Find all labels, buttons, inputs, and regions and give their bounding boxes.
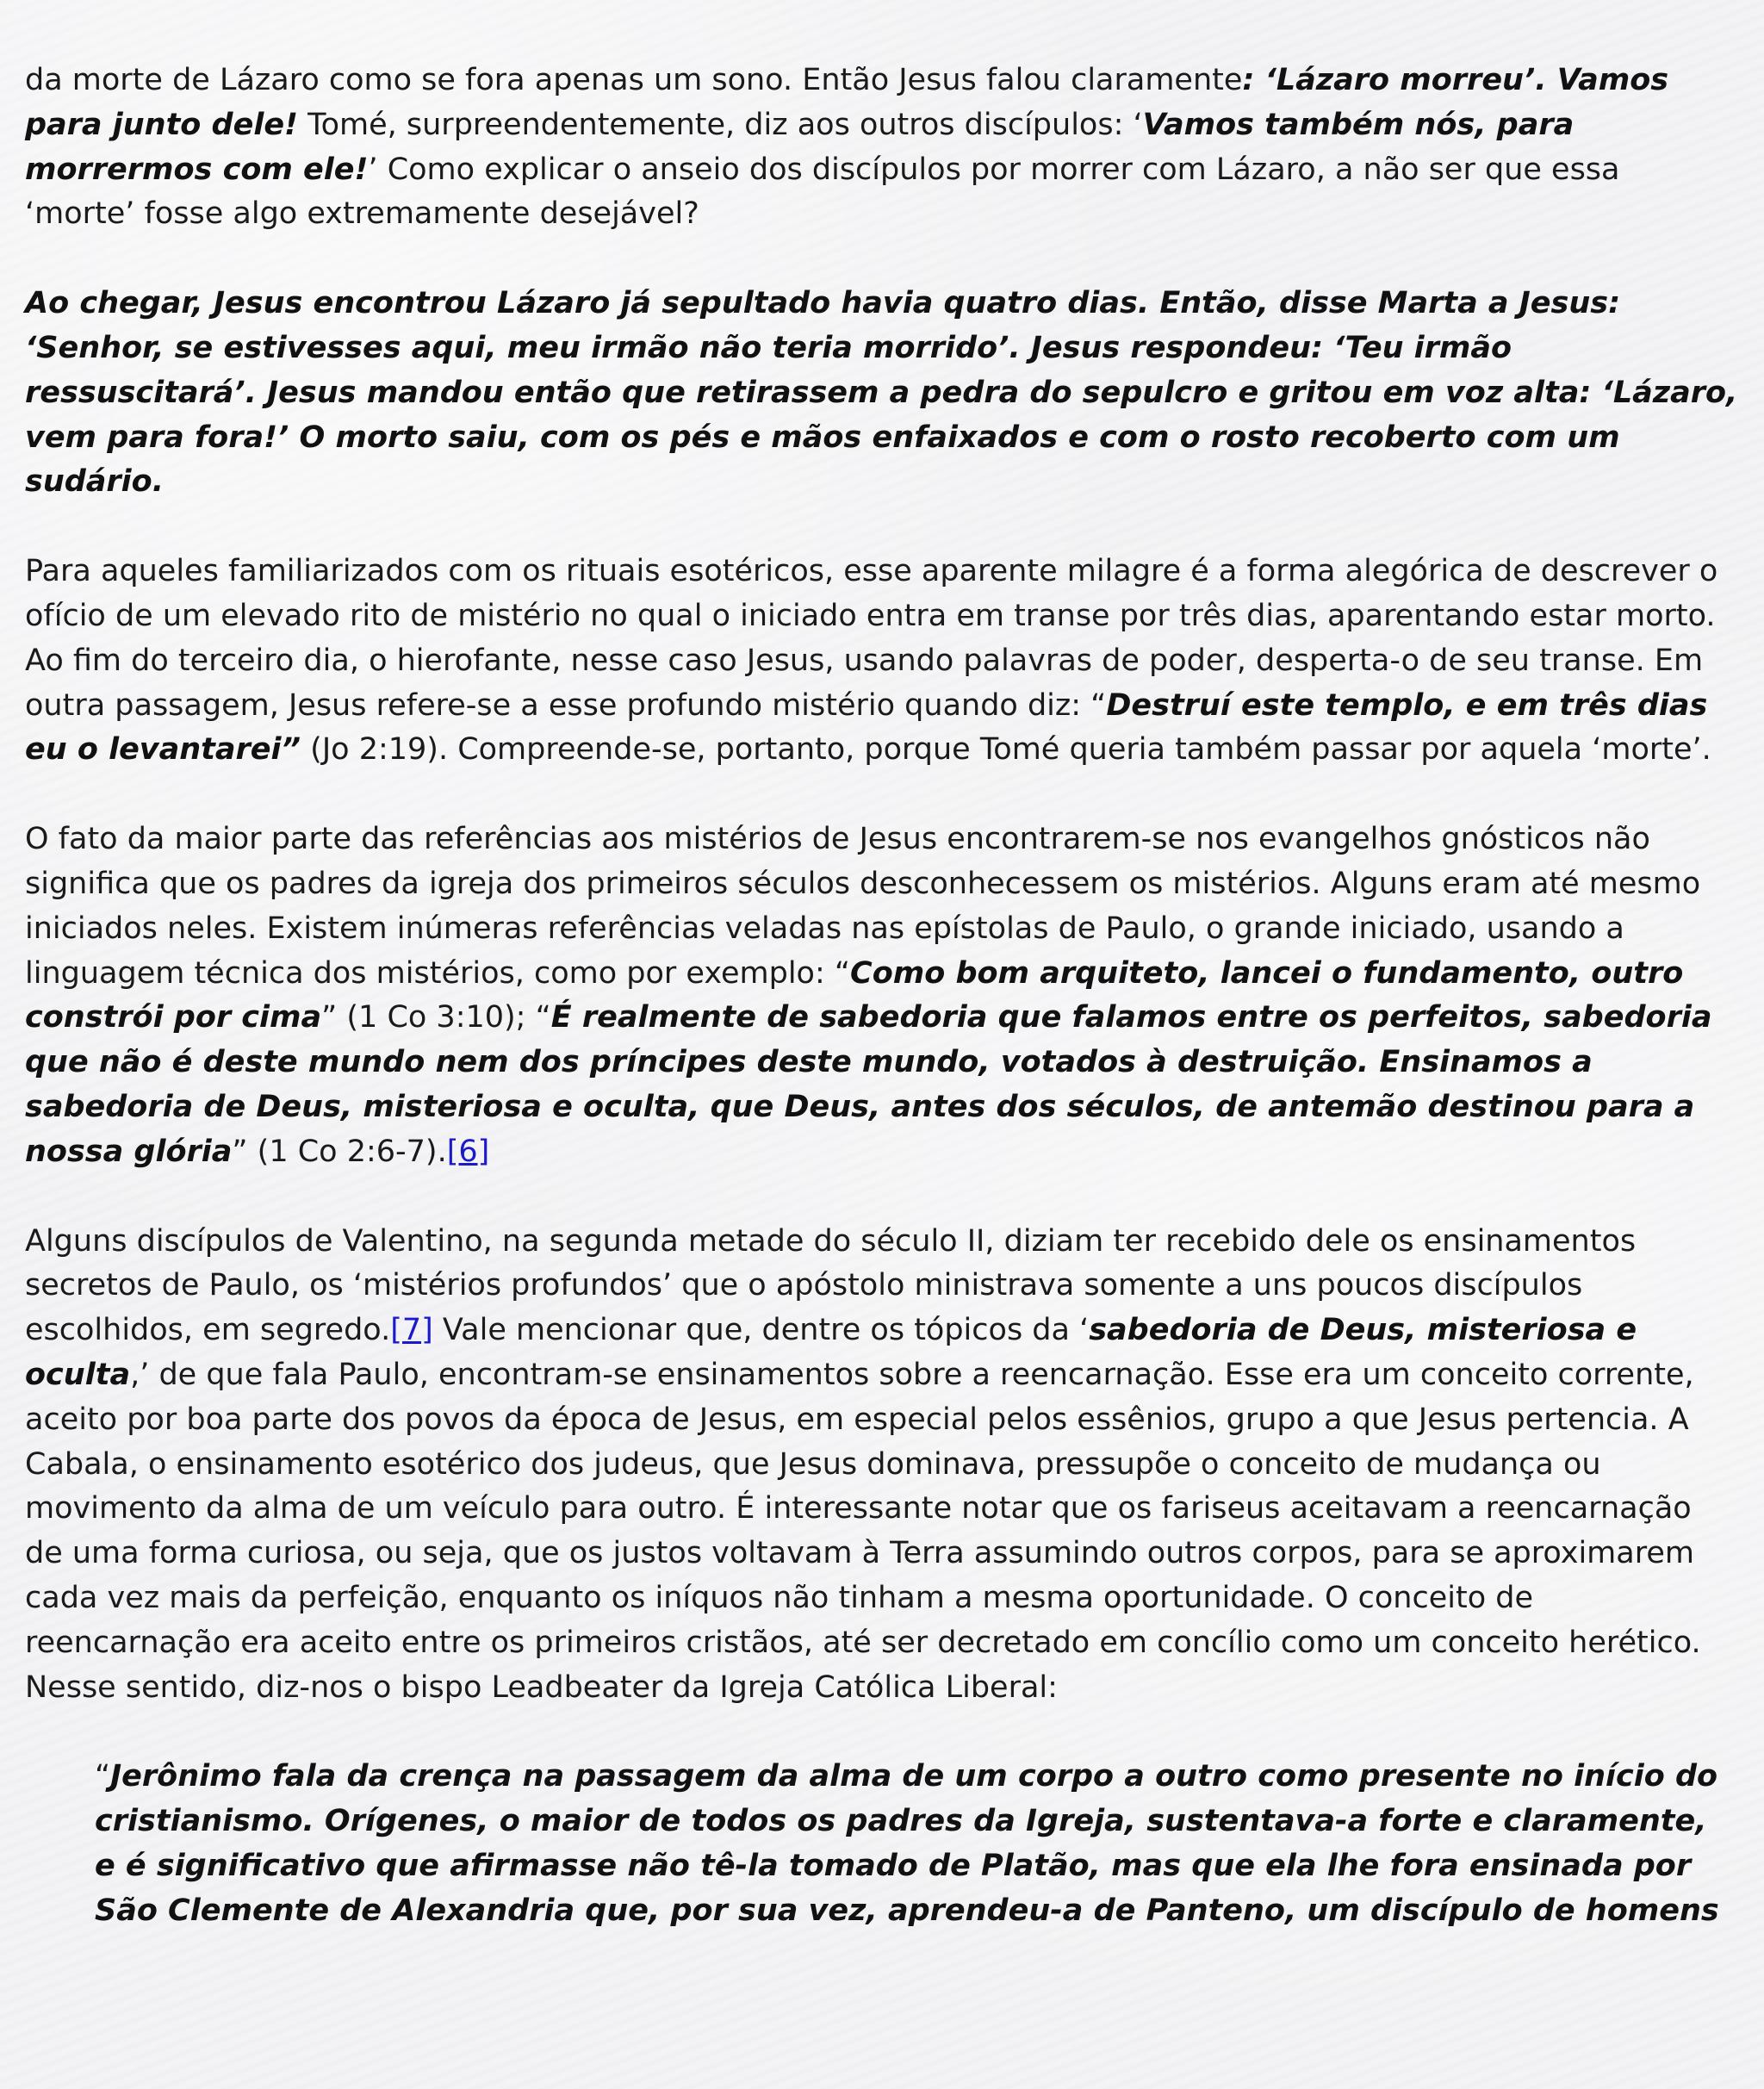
text-run: ,’ de que fala Paulo, encontram-se ensinamentos sobre a reencarnação. Esse era um conceito corrente, aceito por boa parte dos povos da época de Jesus, em especial pelos essênios, grupo a que Jesus pertencia. A Cabala, o ensinamento esotérico dos judeus, que Jesus dominava, pressupõe o conceito de mudança ou movimento da alma de um veículo para outro. É interessante notar que os fariseus aceitavam a reencarnação de uma forma curiosa, ou seja, que os justos voltavam à Terra assumindo outros corpos, para se aproximarem cada vez mais da perfeição, enquanto os iníquos não tinham a mesma oportunidade. O conceito de reencarnação era aceito entre os primeiros cristãos, até ser decretado em concílio como um conceito herético. Nesse sentido, diz-nos o bispo Leadbeater da Igreja Católica Liberal: xyxy=(25,1357,1701,1705)
emphasis-quote: sabedoria de Deus, misteriosa e oculta xyxy=(25,1313,1637,1392)
emphasis-quote: Destruí este templo, e em três dias eu o levantarei” xyxy=(25,687,1708,768)
footnote-link-6[interactable]: [6] xyxy=(446,1134,490,1169)
text-run: Para aqueles familiarizados com os rituais esotéricos, esse aparente milagre é a forma alegórica de descrever o ofício de um elevado rito de mistério no qual o iniciado entra em transe por três dias, aparentando estar morto. Ao fim do terceiro dia, o hierofante, nesse caso Jesus, usando palavras de poder, desperta-o de seu transe. Em outra passagem, Jesus refere-se a esse profundo mistério quando diz: “ xyxy=(25,554,1718,723)
text-run: (Jo 2:19). Compreende-se, portanto, porque Tomé queria também passar por aquela ‘morte’. xyxy=(301,732,1711,768)
leadbeater-quote xyxy=(95,1755,1723,1933)
text-run: da morte de Lázaro como se fora apenas um sono. Então Jesus falou claramente xyxy=(25,63,1243,97)
emphasis-quote: Ao chegar, Jesus encontrou Lázaro já sepultado havia quatro dias. Então, disse Marta a Jesus: ‘Senhor, se estivesses aqui, meu irmão não teria morrido’. Jesus respondeu: ‘Teu irmão ressuscitará’. Jesus mandou então que retirassem a pedra do sepulcro e gritou em voz alta: ‘Lázaro, vem para fora!’ O morto saiu, com os pés e mãos enfaixados e com o rosto recoberto com um sudário. xyxy=(25,286,1738,500)
emphasis-quote: É realmente de sabedoria que falamos entre os perfeitos, sabedoria que não é deste mundo nem dos príncipes deste mundo, votados à destruição. Ensinamos a sabedoria de Deus, misteriosa e oculta, que Deus, antes dos séculos, de antemão destinou para a nossa glória xyxy=(25,1000,1712,1169)
emphasis-quote: : ‘Lázaro morreu’. Vamos para junto dele! xyxy=(25,63,1669,142)
emphasis-quote: Como bom arquiteto, lancei o fundamento, outro constrói por cima xyxy=(25,955,1684,1035)
text-run: ” (1 Co 3:10); “ xyxy=(321,1000,551,1035)
text-run: Alguns discípulos de Valentino, na segunda metade do século II, diziam ter recebido dele os ensinamentos secretos de Paulo, os ‘mistérios profundos’ que o apóstolo ministrava somente a uns poucos discípulos escolhidos, em segredo. xyxy=(25,1223,1637,1348)
paragraph-lazaro-resurrection xyxy=(25,282,1738,505)
paragraph-gnostic-gospels xyxy=(25,818,1738,1174)
footnote-link-7[interactable]: [7] xyxy=(390,1313,433,1348)
text-run: ’ Como explicar o anseio dos discípulos por morrer com Lázaro, a não ser que essa ‘morte’ fosse algo extremamente desejável? xyxy=(25,152,1620,232)
paragraph-valentinus xyxy=(25,1220,1738,1711)
paragraph-lazaro-sleep xyxy=(25,59,1738,237)
paragraph-esoteric-rites xyxy=(25,550,1738,773)
text-run: O fato da maior parte das referências aos mistérios de Jesus encontrarem-se nos evangelhos gnósticos não significa que os padres da igreja dos primeiros séculos desconhecessem os mistérios. Alguns eram até mesmo iniciados neles. Existem inúmeras referências veladas nas epístolas de Paulo, o grande iniciado, usando a linguagem técnica dos mistérios, como por exemplo: “ xyxy=(25,822,1701,991)
text-run: Tomé, surpreendentemente, diz aos outros discípulos: ‘ xyxy=(298,107,1143,142)
text-run: Vale mencionar que, dentre os tópicos da ‘ xyxy=(432,1313,1090,1348)
emphasis-quote: Vamos também nós, para morrermos com ele! xyxy=(25,107,1575,187)
emphasis-quote: Jerônimo fala da crença na passagem da alma de um corpo a outro como presente no início do cristianismo. Orígenes, o maior de todos os padres da Igreja, sustentava-a forte e claramente, e é significativo que afirmasse não tê-la tomado de Platão, mas que ela lhe fora ensinada por São Clemente de Alexandria que, por sua vez, aprendeu-a de Panteno, um discípulo de homens xyxy=(95,1759,1719,1928)
text-run: ” (1 Co 2:6-7). xyxy=(232,1134,447,1169)
quote-mark: “ xyxy=(95,1759,111,1794)
